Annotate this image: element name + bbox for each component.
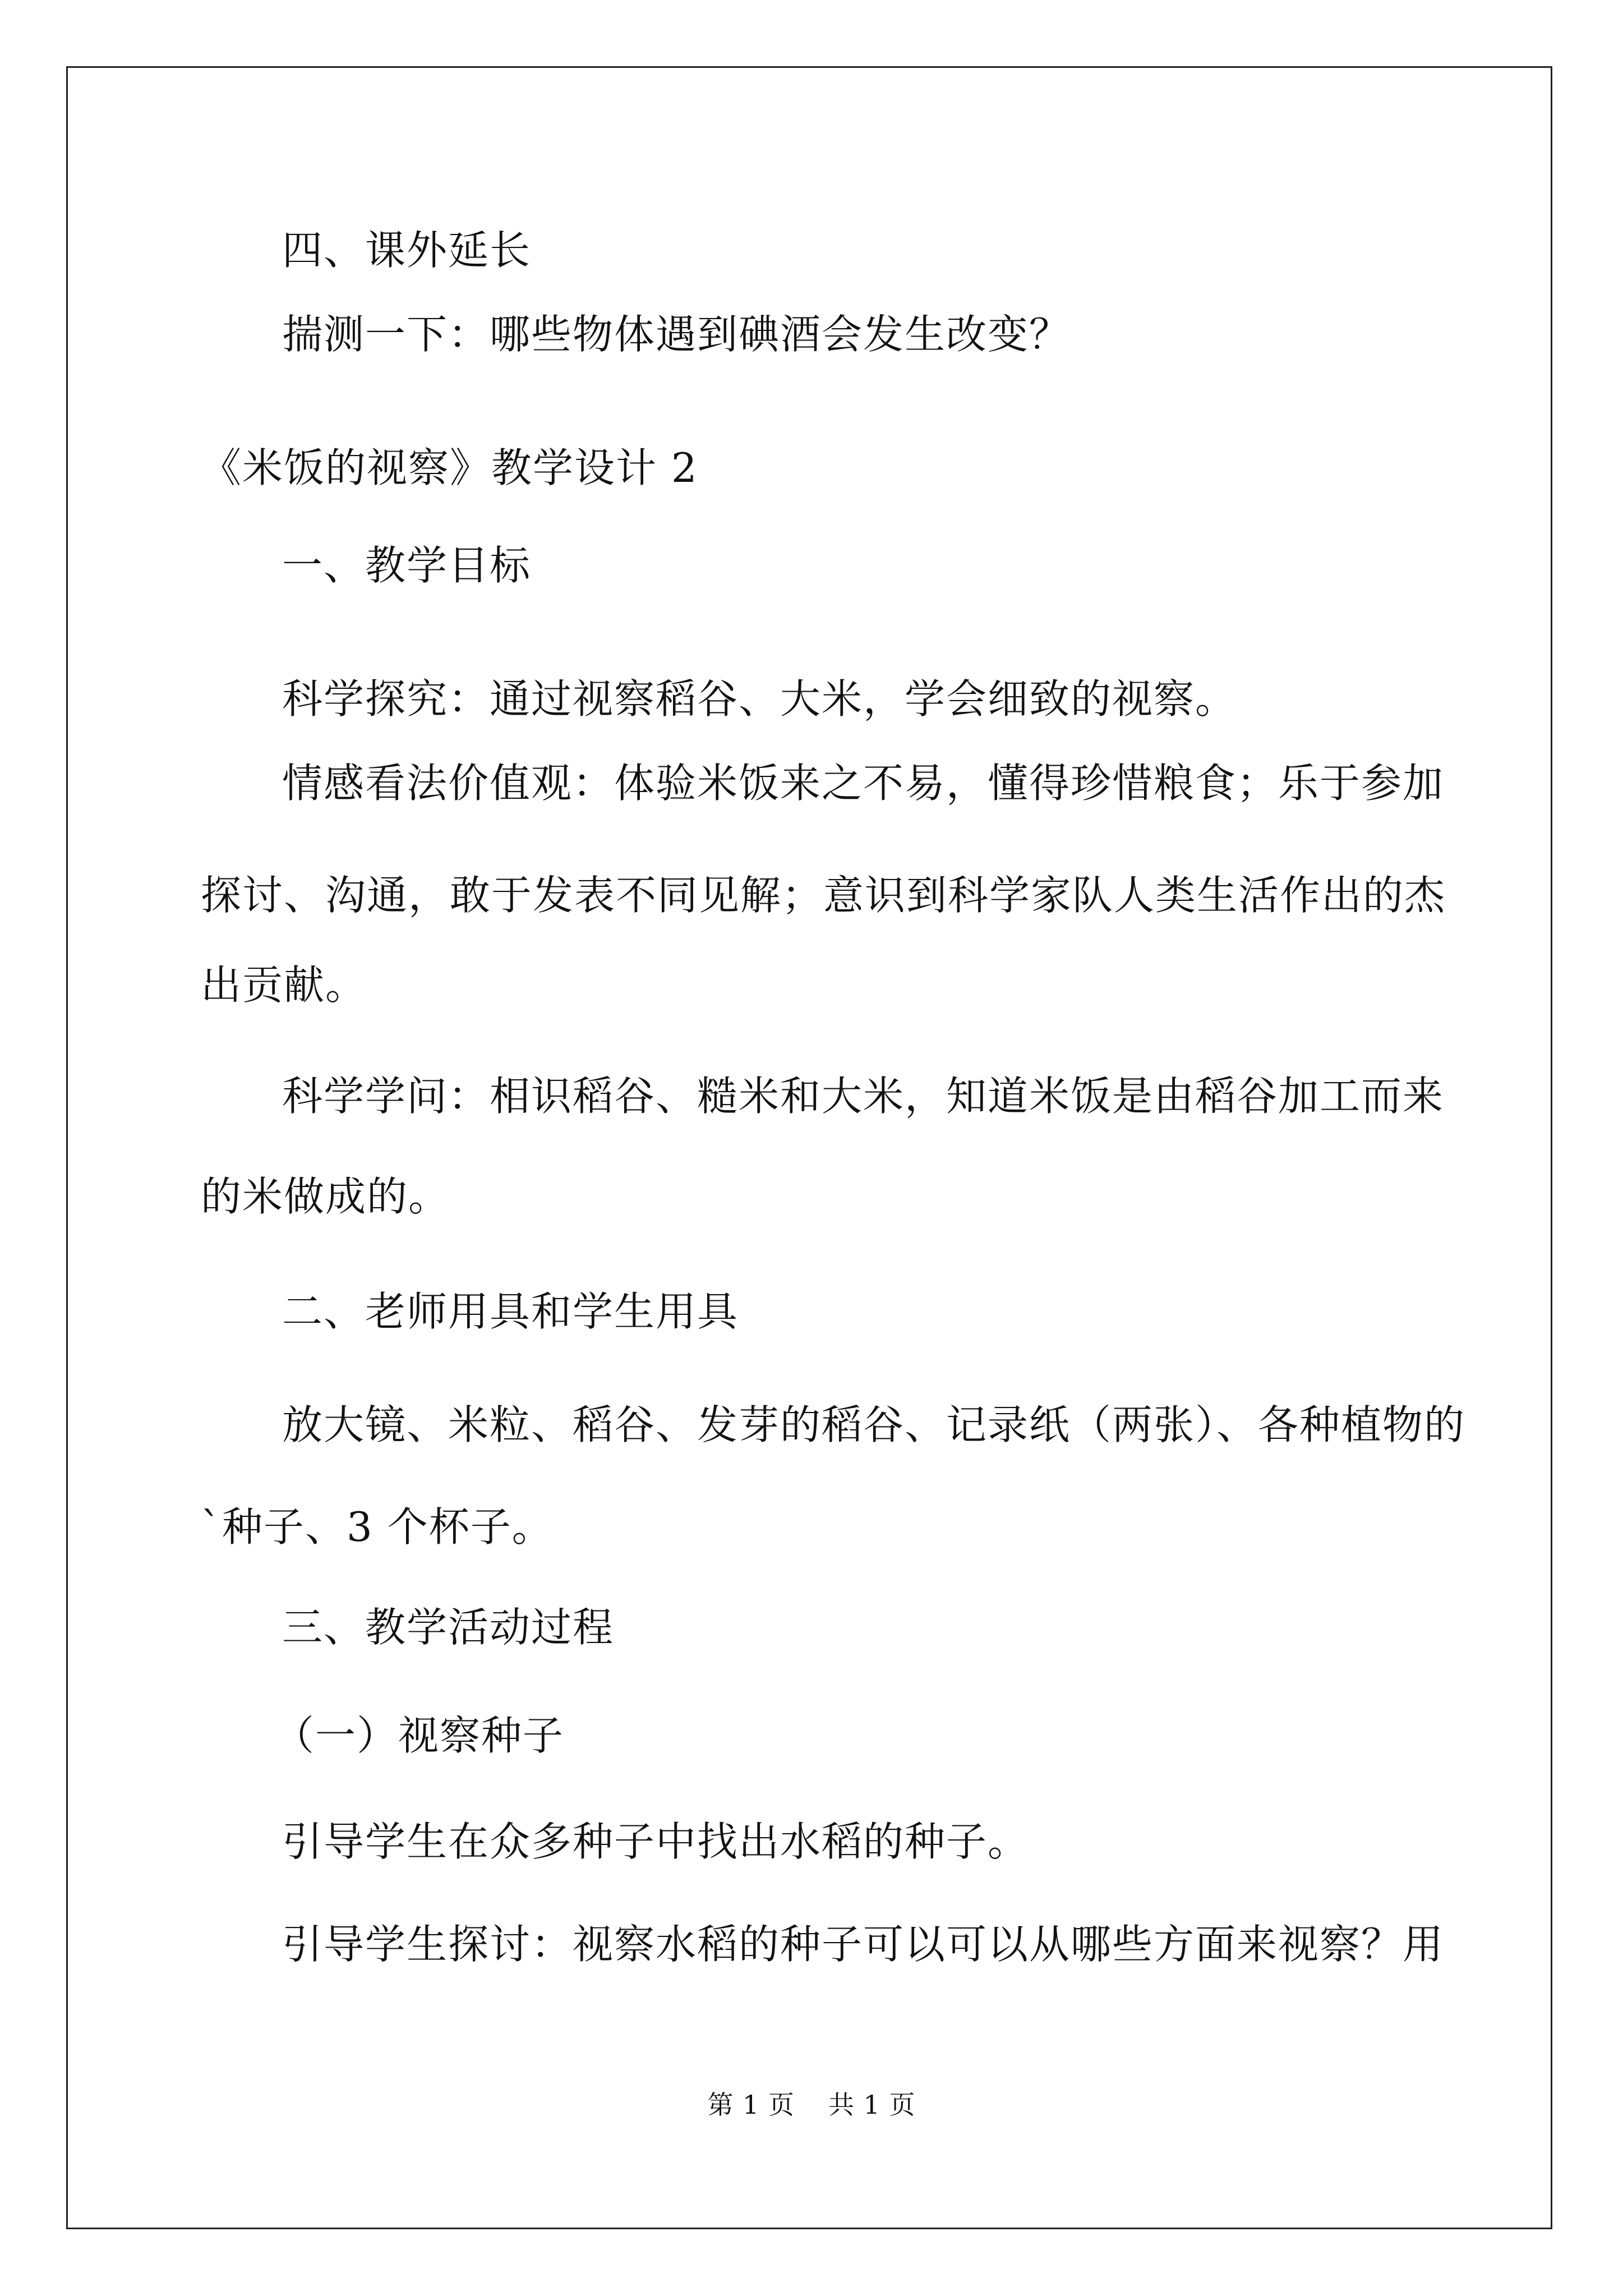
page-number-total: 共 1 页 <box>828 2090 916 2120</box>
section-heading-extension: 四、课外延长 <box>282 227 532 274</box>
subsection-heading-observe: （一）视察种子 <box>274 1712 565 1759</box>
paragraph-values-line1: 情感看法价值观：体验米饭来之不易，懂得珍惜粮食；乐于参加 <box>282 760 1445 807</box>
section-heading-tools: 二、老师用具和学生用具 <box>282 1288 739 1335</box>
page-footer <box>0 2092 1623 2118</box>
paragraph-values-line3: 出贡献。 <box>201 961 367 1009</box>
paragraph-values-line2: 探讨、沟通，敢于发表不同见解；意识到科学家队人类生活作出的杰 <box>201 872 1446 919</box>
paragraph-knowledge-line2: 的米做成的。 <box>201 1173 450 1220</box>
section-heading-goals: 一、教学目标 <box>282 542 532 589</box>
paragraph-tools-line2: `种子、3 个杯子。 <box>201 1503 554 1550</box>
paragraph-guess: 揣测一下：哪些物体遇到碘酒会发生改变？ <box>282 311 1071 358</box>
paragraph-tools-line1: 放大镜、米粒、稻谷、发芽的稻谷、记录纸（两张）、各种植物的 <box>282 1401 1466 1448</box>
page-border <box>66 66 1552 2229</box>
paragraph-discuss: 引导学生探讨：视察水稻的种子可以可以从哪些方面来视察？用 <box>282 1921 1445 1968</box>
document-title: 《米饭的视察》教学设计 2 <box>201 444 698 491</box>
section-heading-process: 三、教学活动过程 <box>282 1604 615 1651</box>
page-number-current: 第 1 页 <box>707 2090 795 2120</box>
paragraph-knowledge-line1: 科学学问：相识稻谷、糙米和大米，知道米饭是由稻谷加工而来 <box>282 1073 1445 1120</box>
paragraph-find-seeds: 引导学生在众多种子中找出水稻的种子。 <box>282 1818 1030 1865</box>
paragraph-science-inquiry: 科学探究：通过视察稻谷、大米，学会细致的视察。 <box>282 675 1237 723</box>
